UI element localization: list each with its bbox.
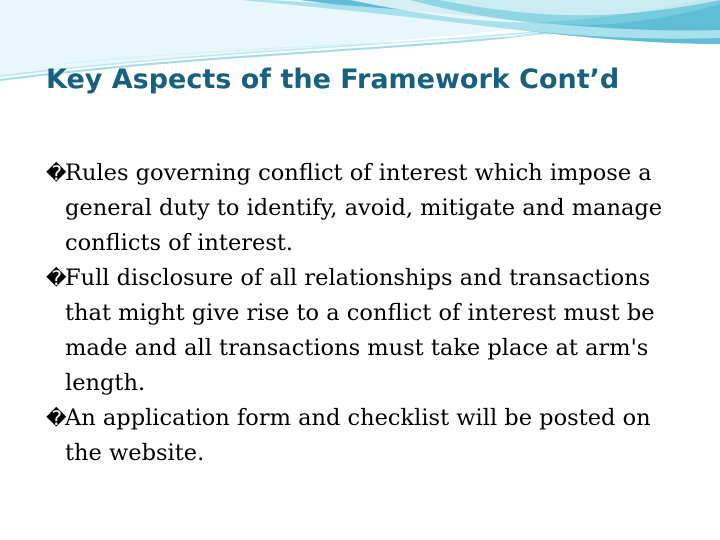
bullet-glyph-icon: � (46, 266, 67, 290)
bullet-list (46, 156, 676, 471)
bullet-text: Full disclosure of all relationships and transactions that might give rise to a conflict of interest must be made and all transactions must take place at arm's length. (65, 265, 655, 396)
bullet-item (46, 401, 676, 471)
bullet-item (46, 156, 676, 261)
slide-title: Key Aspects of the Framework Cont’d (46, 64, 620, 95)
bullet-glyph-icon: � (46, 406, 67, 430)
bullet-text: An application form and checklist will be posted on the website. (65, 405, 651, 466)
bullet-text: Rules governing conflict of interest which impose a general duty to identify, avoid, mitigate and manage conflicts of interest. (65, 160, 663, 256)
bullet-item (46, 261, 676, 401)
bullet-glyph-icon: � (46, 161, 67, 185)
